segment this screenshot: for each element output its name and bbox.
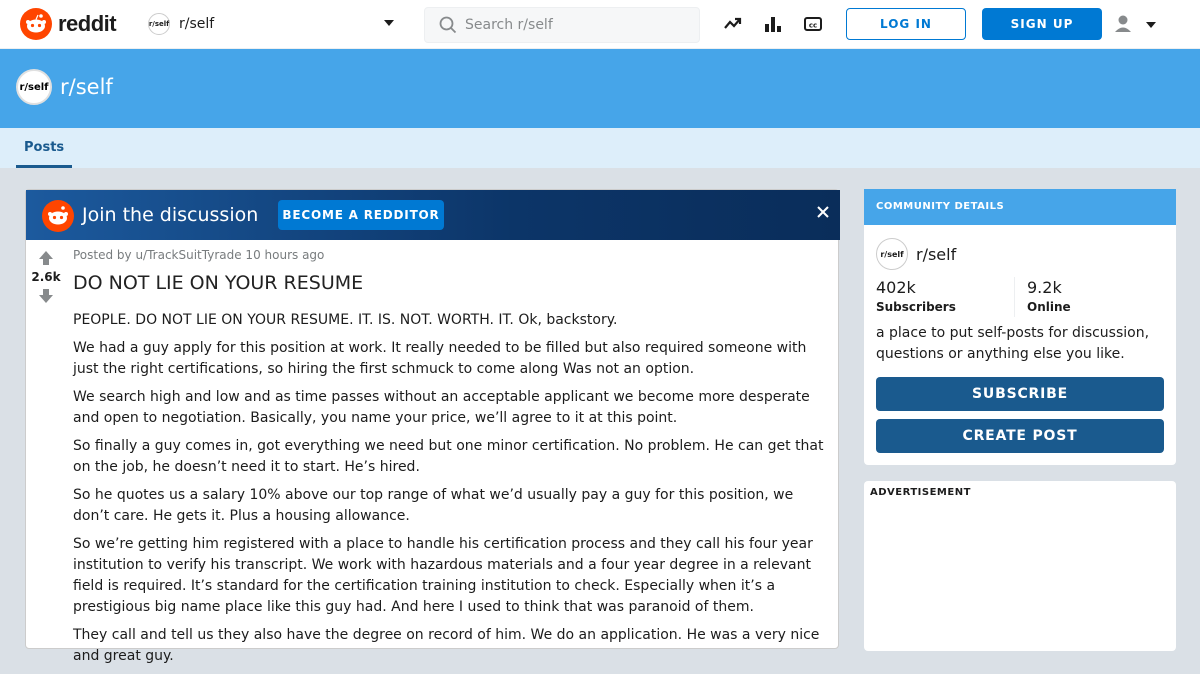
community-dropdown[interactable] [140,8,402,40]
community-avatar: r/self [876,238,908,270]
post-paragraph: So he quotes us a salary 10% above our top range of what we’d usually pay a guy for this position, we don’t care. He gets it. Plus a housing allowance. [73,487,794,524]
leaderboard-icon[interactable] [763,14,783,34]
top-header [0,0,1200,49]
snoo-icon [20,8,52,40]
search-input[interactable] [465,17,685,33]
become-redditor-button[interactable]: BECOME A REDDITOR [278,200,444,230]
community-details [864,189,1176,465]
chevron-down-icon [384,20,394,26]
advertisement-label: ADVERTISEMENT [870,487,971,498]
user-icon [1112,12,1162,36]
online-count: 9.2k [1027,278,1062,297]
stat-divider [1014,277,1015,317]
subscribers-label: Subscribers [876,300,956,314]
subscribe-button[interactable]: SUBSCRIBE [876,377,1164,411]
upvote-icon[interactable] [26,248,66,268]
online-stat [1027,278,1071,314]
create-post-button[interactable]: CREATE POST [876,419,1164,453]
subscribers-stat [876,278,956,314]
user-menu[interactable] [1112,12,1162,36]
post-paragraph: So we’re getting him registered with a place to handle his certification process and they call his four year institution to verify his transcript. We work with hazardous materials and a four year degree in a relevant field is required. It’s standard for the certification training institution to check. Especially when it’s a prestigious big name place like this guy had. And here I used to think that was paranoid of them. [73,536,813,615]
captions-icon[interactable] [803,14,823,34]
post-paragraph: PEOPLE. DO NOT LIE ON YOUR RESUME. IT. IS. NOT. WORTH. IT. Ok, backstory. [73,312,618,328]
community-details-header: COMMUNITY DETAILS [864,189,1176,225]
post-title[interactable]: DO NOT LIE ON YOUR RESUME [73,272,364,294]
post-body [73,310,831,674]
online-label: Online [1027,300,1071,314]
subreddit-banner [0,49,1200,128]
join-banner [26,190,840,240]
search-icon [439,16,457,34]
community-dropdown-label: r/self [179,16,215,32]
downvote-icon[interactable] [26,286,66,306]
subscribers-count: 402k [876,278,916,297]
reddit-logo[interactable] [20,8,116,40]
post-card [25,189,839,664]
post-paragraph: We search high and low and as time passes without an acceptable applicant we become more desperate and open to negotiation. Basically, you name your price, we’ll agree to it at this point. [73,389,810,426]
svg-text:cc: cc [808,21,818,30]
close-icon[interactable] [816,205,830,219]
subreddit-tabs [0,128,1200,168]
advertisement-box [864,481,1176,651]
subreddit-avatar: r/self [16,69,52,105]
search-box[interactable] [424,7,700,43]
post-meta: Posted by u/TrackSuitTyrade 10 hours ago [73,248,325,262]
login-button[interactable]: LOG IN [846,8,966,40]
vote-column [26,240,66,306]
community-name: r/self [916,244,957,264]
post-paragraph: We had a guy apply for this position at work. It really needed to be filled but also required someone with just the right certifications, so hiring the first schmuck to come along Was not an option. [73,340,807,377]
vote-count: 2.6k [31,270,61,284]
post-paragraph: They call and tell us they also have the degree on record of him. We do an application. He was a very nice and great guy. [73,627,820,664]
post-paragraph: So finally a guy comes in, got everything we need but one minor certification. No problem. He can get that on the job, he doesn’t need it to start. He’s hired. [73,438,824,475]
join-text: Join the discussion [82,204,259,226]
community-icon: r/self [148,13,170,35]
signup-button[interactable]: SIGN UP [982,8,1102,40]
community-name-row[interactable] [876,238,956,270]
tab-posts[interactable]: Posts [16,128,72,168]
snoo-icon [42,200,74,232]
subreddit-title: r/self [60,75,113,99]
trending-icon[interactable] [723,14,743,34]
logo-text: reddit [58,11,117,36]
community-description: a place to put self-posts for discussion, questions or anything else you like. [876,325,1150,362]
